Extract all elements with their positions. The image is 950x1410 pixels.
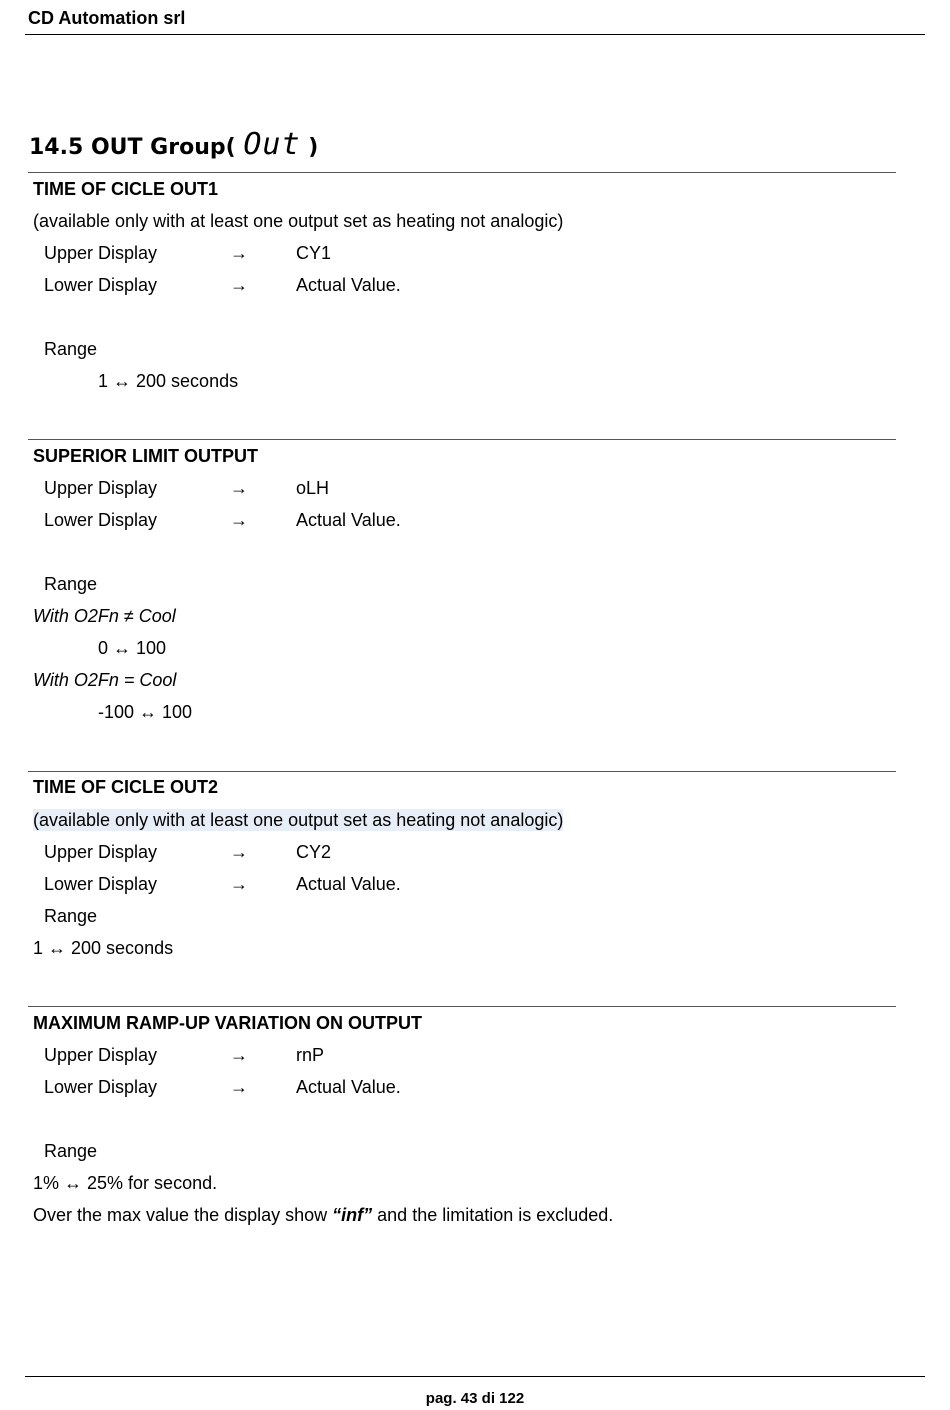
company-header: CD Automation srl xyxy=(28,8,186,28)
inf-value: “inf” xyxy=(332,1205,373,1225)
upper-display-value: CY1 xyxy=(296,243,332,263)
block-divider xyxy=(28,771,896,772)
out-display-code: Out xyxy=(243,127,301,162)
block-title: TIME OF CICLE OUT2 xyxy=(33,777,219,797)
range-value: 0 ↔ 100 xyxy=(98,638,167,658)
lower-display-label: Lower Display xyxy=(44,1077,158,1097)
arrow-right-icon: → xyxy=(230,478,248,498)
upper-display-label: Upper Display xyxy=(44,478,158,498)
footer-divider xyxy=(25,1376,925,1377)
arrow-right-icon: → xyxy=(230,1077,248,1097)
upper-display-value: rnP xyxy=(296,1045,325,1065)
lower-display-value: Actual Value. xyxy=(296,510,401,530)
lower-display-value: Actual Value. xyxy=(296,874,401,894)
range-value: 1 ↔ 200 seconds xyxy=(98,371,239,391)
range-label: Range xyxy=(44,339,98,359)
upper-display-label: Upper Display xyxy=(44,842,158,862)
arrow-right-icon: → xyxy=(230,842,248,862)
block-title: SUPERIOR LIMIT OUTPUT xyxy=(33,446,258,466)
lower-display-label: Lower Display xyxy=(44,275,158,295)
upper-display-label: Upper Display xyxy=(44,1045,158,1065)
limitation-note xyxy=(33,1204,613,1226)
upper-display-value: oLH xyxy=(296,478,330,498)
block-divider xyxy=(28,439,896,440)
arrow-right-icon: → xyxy=(230,1045,248,1065)
upper-display-value: CY2 xyxy=(296,842,332,862)
availability-note: (available only with at least one output set as heating not analogic) xyxy=(33,211,564,231)
lower-display-value: Actual Value. xyxy=(296,1077,401,1097)
range-label: Range xyxy=(44,906,98,926)
page-number: pag. 43 di 122 xyxy=(425,1390,525,1407)
arrow-right-icon: → xyxy=(230,510,248,530)
limitation-note-post: and the limitation is excluded. xyxy=(372,1205,614,1225)
block-divider xyxy=(28,1006,896,1007)
section-title-text: 14.5 OUT Group( xyxy=(29,135,236,160)
range-value: 1% ↔ 25% for second. xyxy=(33,1173,218,1193)
arrow-right-icon: → xyxy=(230,243,248,263)
lower-display-value: Actual Value. xyxy=(296,275,401,295)
availability-note: (available only with at least one output set as heating not analogic) xyxy=(33,810,564,830)
section-title-close: ) xyxy=(308,135,319,160)
condition-cool: With O2Fn = Cool xyxy=(33,670,177,690)
block-title: TIME OF CICLE OUT1 xyxy=(33,179,219,199)
header-divider xyxy=(25,34,925,35)
condition-not-cool: With O2Fn ≠ Cool xyxy=(33,606,176,626)
range-value: -100 ↔ 100 xyxy=(98,702,193,722)
lower-display-label: Lower Display xyxy=(44,510,158,530)
section-title xyxy=(29,127,319,162)
range-label: Range xyxy=(44,574,98,594)
range-label: Range xyxy=(44,1141,98,1161)
range-value: 1 ↔ 200 seconds xyxy=(33,938,174,958)
block-title: MAXIMUM RAMP-UP VARIATION ON OUTPUT xyxy=(33,1013,422,1033)
upper-display-label: Upper Display xyxy=(44,243,158,263)
block-divider xyxy=(28,172,896,173)
limitation-note-pre: Over the max value the display show xyxy=(33,1205,333,1225)
arrow-right-icon: → xyxy=(230,275,248,295)
lower-display-label: Lower Display xyxy=(44,874,158,894)
arrow-right-icon: → xyxy=(230,874,248,894)
